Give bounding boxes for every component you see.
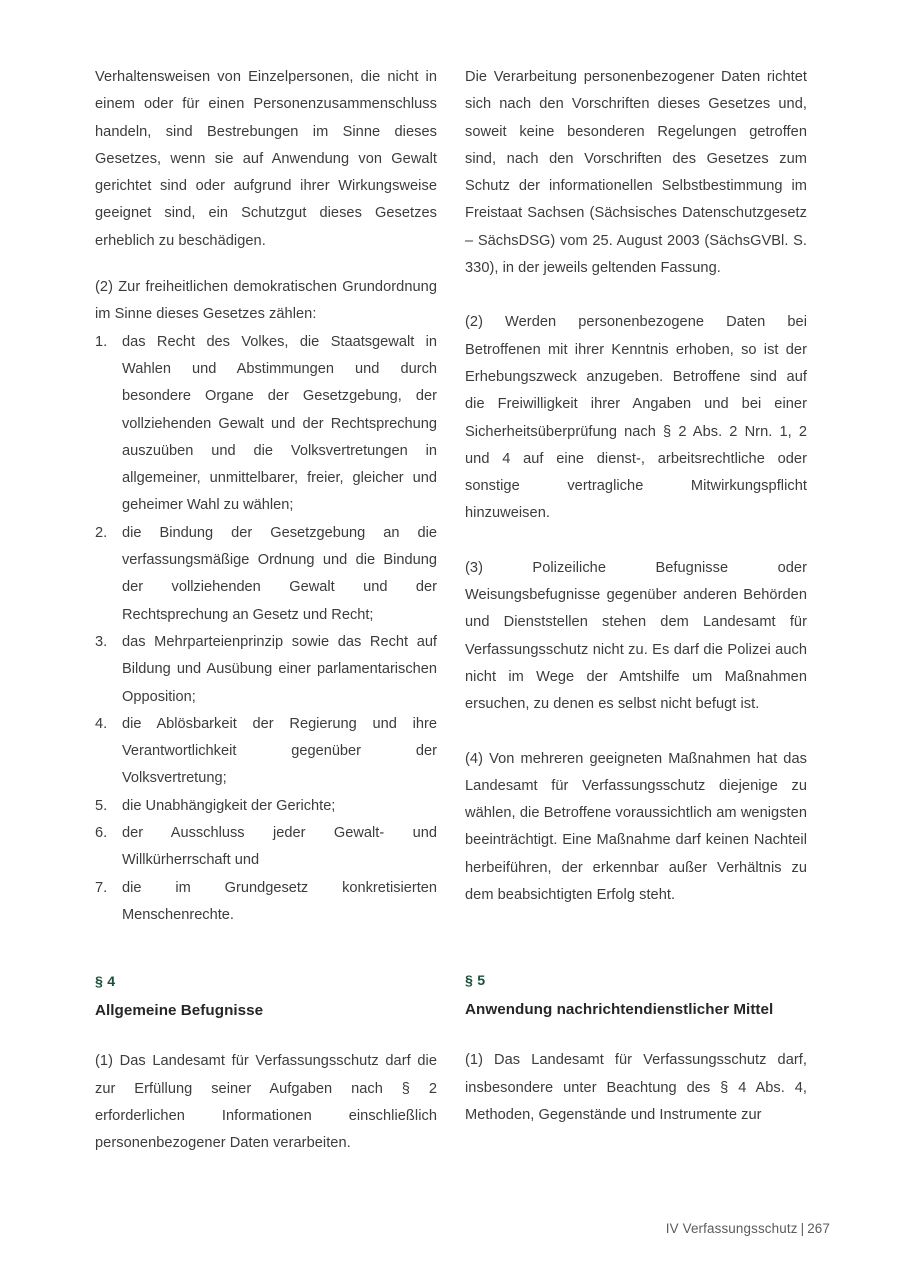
list-item-text: das Recht des Volkes, die Staatsgewalt in Wahlen und Abstimmungen und durch besondere Organe der Gesetzgebung, der vollziehenden Gewalt und der Rechtsprechung auszuüben und die Volksvertretungen in allgemeiner, unmittelbarer, freier, gleicher und geheimer Wahl zu wählen; bbox=[122, 333, 437, 514]
list-item bbox=[95, 520, 437, 629]
page-number: 267 bbox=[807, 1221, 830, 1236]
section-4-paragraph-1: (1) Das Landesamt für Verfassungsschutz darf die zur Erfüllung seiner Aufgaben nach § 2 erforderlichen Informationen einschließlich personenbezogener Daten verarbeiten. bbox=[95, 1053, 437, 1152]
section-title-paragraph-4: Allgemeine Befugnisse bbox=[95, 1002, 264, 1020]
list-item-text: das Mehrparteienprinzip sowie das Recht auf Bildung und Ausübung einer parlamentarischen Opposition; bbox=[122, 633, 437, 705]
left-continued-paragraph: Verhaltensweisen von Einzelpersonen, die nicht in einem oder für einen Personenzusammenschluss handeln, sind Bestrebungen im Sinne dieses Gesetzes, wenn sie auf Anwendung von Gewalt gerichtet sind oder aufgrund ihrer Wirkungsweise geeignet sind, ein Schutzgut dieses Gesetzes erheblich zu beschädigen. bbox=[95, 69, 437, 249]
list-item-marker: 4. bbox=[95, 715, 108, 732]
paragraph-gap bbox=[465, 547, 807, 555]
list-item bbox=[95, 820, 437, 875]
footer-section-label: IV Verfassungsschutz bbox=[665, 1221, 798, 1236]
paragraph-gap bbox=[465, 301, 807, 309]
list-item-marker: 3. bbox=[95, 633, 108, 650]
list-item-marker: 2. bbox=[95, 524, 108, 541]
section-spacer bbox=[465, 928, 807, 970]
footer-separator: | bbox=[800, 1221, 805, 1236]
section-sign-paragraph-5: § 5 bbox=[465, 973, 486, 990]
list-item bbox=[95, 629, 437, 711]
section-5-paragraph-1: (1) Das Landesamt für Verfassungsschutz darf, insbesondere unter Beachtung des § 4 Abs. 4, Methoden, Gegenstände und Instrumente zur bbox=[465, 1052, 807, 1123]
page-footer bbox=[666, 1220, 830, 1238]
section-spacer bbox=[95, 929, 437, 971]
list-item-marker: 1. bbox=[95, 333, 108, 350]
right-paragraph-2: (2) Werden personenbezogene Daten bei Betroffenen mit ihrer Kenntnis erhoben, so ist der Erhebungszweck anzugeben. Betroffene sind auf die Freiwilligkeit ihrer Angaben und bei einer Sicherheitsüberprüfung nach § 2 Abs. 2 Nrn. 1, 2 und 4 auf eine dienst-, arbeitsrechtliche oder sonstige vertragliche Mitwirkungspflicht hinzuweisen. bbox=[465, 314, 807, 522]
list-item bbox=[95, 793, 437, 820]
list-item-marker: 5. bbox=[95, 797, 108, 814]
grundordnung-numbered-list bbox=[95, 329, 437, 930]
right-paragraph-3: (3) Polizeiliche Befugnisse oder Weisungsbefugnisse gegenüber anderen Behörden und Dienststellen stehen dem Landesamt für Verfassungsschutz nicht zu. Es darf die Polizei auch nicht im Wege der Amtshilfe um Maßnahmen ersuchen, zu denen es selbst nicht befugt ist. bbox=[465, 559, 807, 713]
list-item bbox=[95, 875, 437, 930]
right-paragraph-4: (4) Von mehreren geeigneten Maßnahmen hat das Landesamt für Verfassungsschutz diejenige zu wählen, die Betroffene voraussichtlich am wenigsten beeinträchtigt. Eine Maßnahme darf keinen Nachteil herbeiführen, der erkennbar außer Verhältnis zu dem beabsichtigten Erfolg steht. bbox=[465, 750, 807, 904]
list-item-text: der Ausschluss jeder Gewalt- und Willkürherrschaft und bbox=[122, 825, 437, 869]
left-text-column bbox=[95, 64, 437, 1164]
list-item bbox=[95, 329, 437, 520]
list-item-text: die Unabhängigkeit der Gerichte; bbox=[122, 797, 336, 814]
list-item-text: die im Grundgesetz konkretisierten Menschenrechte. bbox=[122, 879, 437, 923]
list-item-marker: 7. bbox=[95, 879, 108, 896]
list-item-text: die Ablösbarkeit der Regierung und ihre Verantwortlichkeit gegenüber der Volksvertretung; bbox=[122, 715, 437, 787]
list-item-text: die Bindung der Gesetzgebung an die verfassungsmäßige Ordnung und die Bindung der vollziehenden Gewalt und der Rechtsprechung an Gesetz und Recht; bbox=[122, 524, 437, 623]
section-sign-paragraph-4: § 4 bbox=[95, 974, 116, 991]
list-item bbox=[95, 711, 437, 793]
right-text-column bbox=[465, 64, 807, 1164]
list-item-marker: 6. bbox=[95, 825, 108, 842]
two-column-text-body bbox=[95, 64, 831, 1164]
paragraph-gap bbox=[465, 738, 807, 746]
left-paragraph-2-intro: (2) Zur freiheitlichen demokratischen Grundordnung im Sinne dieses Gesetzes zählen: bbox=[95, 279, 437, 323]
section-title-paragraph-5: Anwendung nachrichtendienstlicher Mittel bbox=[465, 1001, 774, 1019]
right-continued-paragraph: Die Verarbeitung personenbezogener Daten richtet sich nach den Vorschriften dieses Gesetzes und, soweit keine besonderen Regelungen getroffen sind, nach den Vorschriften des Gesetzes zum Schutz der informationellen Selbstbestimmung im Freistaat Sachsen (Sächsisches Datenschutzgesetz – SächsDSG) vom 25. August 2003 (SächsGVBl. S. 330), in der jeweils geltenden Fassung. bbox=[465, 69, 807, 277]
